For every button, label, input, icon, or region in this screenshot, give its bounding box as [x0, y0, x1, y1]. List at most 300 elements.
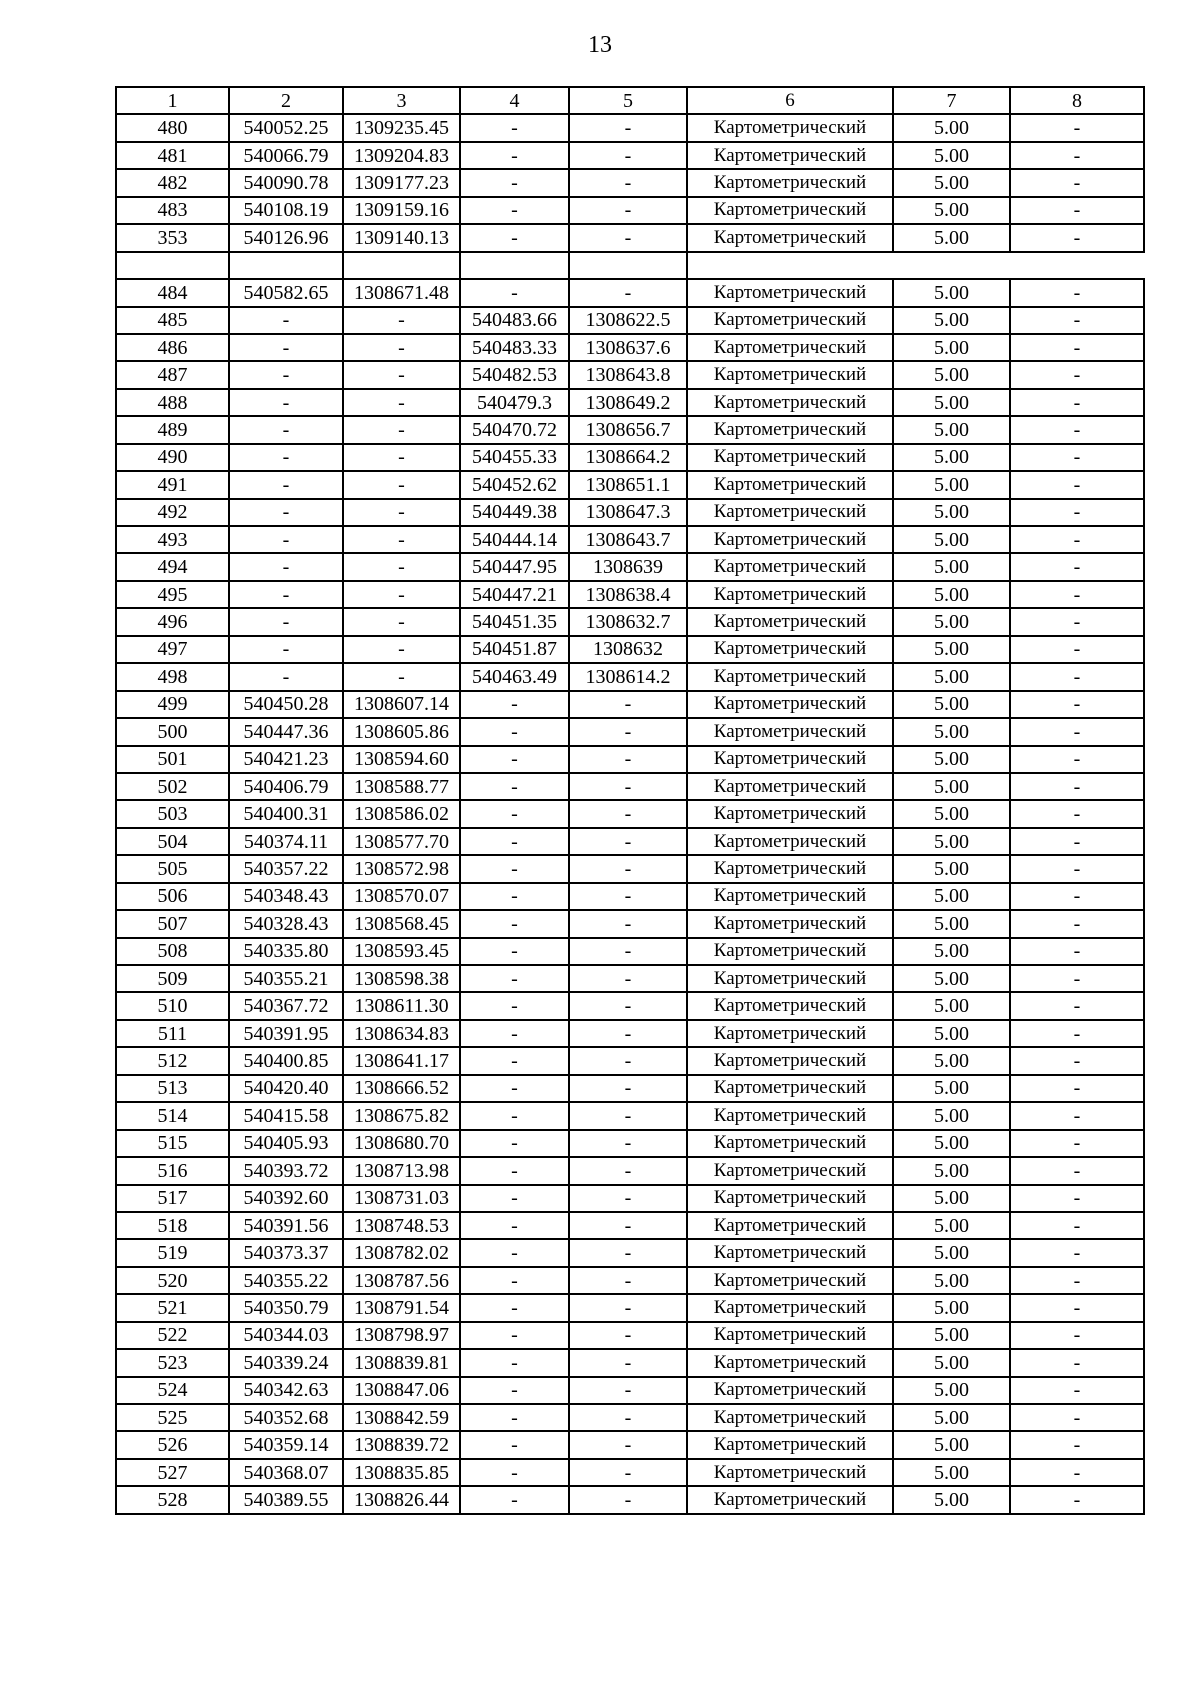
accuracy-cell: 5.00 — [893, 1130, 1010, 1157]
point-number-cell: 501 — [116, 746, 229, 773]
accuracy-cell: 5.00 — [893, 938, 1010, 965]
accuracy-cell: 5.00 — [893, 636, 1010, 663]
table-row — [116, 800, 1144, 827]
description-cell: - — [1010, 1239, 1144, 1266]
y-existing-cell: 1308826.44 — [343, 1486, 460, 1513]
method-cell: Картометрический — [687, 224, 893, 251]
column-header-cell: 7 — [893, 87, 1010, 114]
method-cell: Картометрический — [687, 526, 893, 553]
x-existing-cell: 540400.85 — [229, 1047, 343, 1074]
description-cell: - — [1010, 553, 1144, 580]
y-existing-cell: 1308835.85 — [343, 1459, 460, 1486]
accuracy-cell: 5.00 — [893, 718, 1010, 745]
x-new-cell: - — [460, 1212, 569, 1239]
x-existing-cell: 540368.07 — [229, 1459, 343, 1486]
x-existing-cell: - — [229, 361, 343, 388]
y-new-cell: - — [569, 1377, 687, 1404]
point-number-cell: 506 — [116, 883, 229, 910]
x-existing-cell: 540447.36 — [229, 718, 343, 745]
method-cell: Картометрический — [687, 746, 893, 773]
x-new-cell: - — [460, 197, 569, 224]
point-number-cell: 496 — [116, 608, 229, 635]
y-new-cell: - — [569, 1075, 687, 1102]
y-existing-cell: 1308588.77 — [343, 773, 460, 800]
x-existing-cell: 540348.43 — [229, 883, 343, 910]
y-existing-cell: - — [343, 581, 460, 608]
table-row — [116, 1294, 1144, 1321]
method-cell: Картометрический — [687, 663, 893, 690]
point-number-cell: 511 — [116, 1020, 229, 1047]
empty-cell — [116, 252, 229, 279]
point-number-cell: 520 — [116, 1267, 229, 1294]
table-row — [116, 718, 1144, 745]
y-new-cell: - — [569, 1486, 687, 1513]
accuracy-cell: 5.00 — [893, 553, 1010, 580]
point-number-cell: 487 — [116, 361, 229, 388]
x-new-cell: 540451.87 — [460, 636, 569, 663]
y-new-cell: - — [569, 1459, 687, 1486]
description-cell: - — [1010, 1377, 1144, 1404]
accuracy-cell: 5.00 — [893, 581, 1010, 608]
table-body — [116, 87, 1144, 1514]
header-row — [116, 87, 1144, 114]
table-row — [116, 608, 1144, 635]
y-existing-cell: 1308577.70 — [343, 828, 460, 855]
description-cell: - — [1010, 1459, 1144, 1486]
method-cell: Картометрический — [687, 1294, 893, 1321]
accuracy-cell: 5.00 — [893, 883, 1010, 910]
point-number-cell: 489 — [116, 416, 229, 443]
method-cell: Картометрический — [687, 965, 893, 992]
table-row — [116, 1486, 1144, 1513]
point-number-cell: 516 — [116, 1157, 229, 1184]
method-cell: Картометрический — [687, 1075, 893, 1102]
x-existing-cell: 540420.40 — [229, 1075, 343, 1102]
table-row — [116, 307, 1144, 334]
description-cell: - — [1010, 828, 1144, 855]
table-row — [116, 1212, 1144, 1239]
x-new-cell: - — [460, 965, 569, 992]
y-existing-cell: 1308572.98 — [343, 855, 460, 882]
x-new-cell: - — [460, 883, 569, 910]
table-row — [116, 389, 1144, 416]
x-existing-cell: 540126.96 — [229, 224, 343, 251]
accuracy-cell: 5.00 — [893, 1075, 1010, 1102]
y-new-cell: 1308632 — [569, 636, 687, 663]
method-cell: Картометрический — [687, 1185, 893, 1212]
x-new-cell: - — [460, 1431, 569, 1458]
description-cell: - — [1010, 581, 1144, 608]
y-new-cell: - — [569, 1239, 687, 1266]
x-existing-cell: 540357.22 — [229, 855, 343, 882]
accuracy-cell: 5.00 — [893, 992, 1010, 1019]
y-new-cell: - — [569, 1102, 687, 1129]
x-new-cell: 540452.62 — [460, 471, 569, 498]
method-cell: Картометрический — [687, 169, 893, 196]
y-existing-cell: 1308839.81 — [343, 1349, 460, 1376]
point-number-cell: 484 — [116, 279, 229, 306]
x-existing-cell: - — [229, 499, 343, 526]
y-existing-cell: 1309177.23 — [343, 169, 460, 196]
description-cell: - — [1010, 361, 1144, 388]
point-number-cell: 509 — [116, 965, 229, 992]
x-new-cell: - — [460, 938, 569, 965]
y-new-cell: - — [569, 992, 687, 1019]
y-new-cell: 1308649.2 — [569, 389, 687, 416]
method-cell: Картометрический — [687, 444, 893, 471]
x-new-cell: 540444.14 — [460, 526, 569, 553]
table-row — [116, 1020, 1144, 1047]
table-row — [116, 1075, 1144, 1102]
description-cell: - — [1010, 1047, 1144, 1074]
y-existing-cell: - — [343, 526, 460, 553]
method-cell: Картометрический — [687, 1047, 893, 1074]
point-number-cell: 499 — [116, 691, 229, 718]
table-row — [116, 746, 1144, 773]
point-number-cell: 498 — [116, 663, 229, 690]
accuracy-cell: 5.00 — [893, 1185, 1010, 1212]
method-cell: Картометрический — [687, 718, 893, 745]
accuracy-cell: 5.00 — [893, 1267, 1010, 1294]
x-existing-cell: 540373.37 — [229, 1239, 343, 1266]
accuracy-cell: 5.00 — [893, 307, 1010, 334]
table-row — [116, 114, 1144, 141]
point-number-cell: 491 — [116, 471, 229, 498]
accuracy-cell: 5.00 — [893, 1377, 1010, 1404]
table-row — [116, 828, 1144, 855]
x-existing-cell: 540359.14 — [229, 1431, 343, 1458]
x-existing-cell: 540393.72 — [229, 1157, 343, 1184]
description-cell: - — [1010, 307, 1144, 334]
table-row — [116, 1239, 1144, 1266]
description-cell: - — [1010, 910, 1144, 937]
x-existing-cell: 540374.11 — [229, 828, 343, 855]
description-cell: - — [1010, 279, 1144, 306]
accuracy-cell: 5.00 — [893, 965, 1010, 992]
accuracy-cell: 5.00 — [893, 1157, 1010, 1184]
x-existing-cell: - — [229, 581, 343, 608]
point-number-cell: 510 — [116, 992, 229, 1019]
accuracy-cell: 5.00 — [893, 773, 1010, 800]
table-row — [116, 1377, 1144, 1404]
accuracy-cell: 5.00 — [893, 1294, 1010, 1321]
x-new-cell: - — [460, 1020, 569, 1047]
table-row — [116, 553, 1144, 580]
x-existing-cell: 540389.55 — [229, 1486, 343, 1513]
table-row — [116, 361, 1144, 388]
table-row — [116, 691, 1144, 718]
accuracy-cell: 5.00 — [893, 855, 1010, 882]
accuracy-cell: 5.00 — [893, 142, 1010, 169]
y-existing-cell: - — [343, 416, 460, 443]
table-row — [116, 1267, 1144, 1294]
x-new-cell: 540483.33 — [460, 334, 569, 361]
x-new-cell: - — [460, 1047, 569, 1074]
accuracy-cell: 5.00 — [893, 1047, 1010, 1074]
description-cell: - — [1010, 608, 1144, 635]
y-existing-cell: - — [343, 471, 460, 498]
table-row — [116, 1322, 1144, 1349]
accuracy-cell: 5.00 — [893, 800, 1010, 827]
column-header-cell: 4 — [460, 87, 569, 114]
empty-cell — [460, 252, 569, 279]
y-new-cell: - — [569, 1294, 687, 1321]
y-existing-cell: 1308570.07 — [343, 883, 460, 910]
description-cell: - — [1010, 1486, 1144, 1513]
point-number-cell: 493 — [116, 526, 229, 553]
point-number-cell: 495 — [116, 581, 229, 608]
point-number-cell: 490 — [116, 444, 229, 471]
method-cell: Картометрический — [687, 334, 893, 361]
y-new-cell: - — [569, 1157, 687, 1184]
table-row — [116, 1102, 1144, 1129]
y-existing-cell: 1308598.38 — [343, 965, 460, 992]
point-number-cell: 512 — [116, 1047, 229, 1074]
x-existing-cell: 540392.60 — [229, 1185, 343, 1212]
y-existing-cell: 1308748.53 — [343, 1212, 460, 1239]
method-cell: Картометрический — [687, 1267, 893, 1294]
x-new-cell: - — [460, 1130, 569, 1157]
x-existing-cell: 540108.19 — [229, 197, 343, 224]
y-existing-cell: 1308713.98 — [343, 1157, 460, 1184]
description-cell: - — [1010, 855, 1144, 882]
x-existing-cell: 540344.03 — [229, 1322, 343, 1349]
y-existing-cell: 1308586.02 — [343, 800, 460, 827]
point-number-cell: 519 — [116, 1239, 229, 1266]
y-new-cell: 1308638.4 — [569, 581, 687, 608]
x-existing-cell: 540421.23 — [229, 746, 343, 773]
description-cell: - — [1010, 1075, 1144, 1102]
accuracy-cell: 5.00 — [893, 663, 1010, 690]
method-cell: Картометрический — [687, 416, 893, 443]
coordinates-table — [115, 86, 1145, 1515]
y-new-cell: 1308637.6 — [569, 334, 687, 361]
y-existing-cell: 1308593.45 — [343, 938, 460, 965]
y-new-cell: - — [569, 800, 687, 827]
point-number-cell: 505 — [116, 855, 229, 882]
table-row — [116, 526, 1144, 553]
point-number-cell: 507 — [116, 910, 229, 937]
y-new-cell: - — [569, 855, 687, 882]
x-new-cell: 540482.53 — [460, 361, 569, 388]
point-number-cell: 504 — [116, 828, 229, 855]
point-number-cell: 488 — [116, 389, 229, 416]
accuracy-cell: 5.00 — [893, 114, 1010, 141]
description-cell: - — [1010, 169, 1144, 196]
point-number-cell: 513 — [116, 1075, 229, 1102]
table-row — [116, 1431, 1144, 1458]
description-cell: - — [1010, 471, 1144, 498]
y-existing-cell: 1309140.13 — [343, 224, 460, 251]
point-number-cell: 515 — [116, 1130, 229, 1157]
y-existing-cell: 1308594.60 — [343, 746, 460, 773]
point-number-cell: 526 — [116, 1431, 229, 1458]
method-cell: Картометрический — [687, 1404, 893, 1431]
method-cell: Картометрический — [687, 114, 893, 141]
x-new-cell: 540463.49 — [460, 663, 569, 690]
point-number-cell: 517 — [116, 1185, 229, 1212]
description-cell: - — [1010, 142, 1144, 169]
column-header-cell: 1 — [116, 87, 229, 114]
x-existing-cell: 540582.65 — [229, 279, 343, 306]
y-existing-cell: 1308641.17 — [343, 1047, 460, 1074]
method-cell: Картометрический — [687, 1322, 893, 1349]
method-cell: Картометрический — [687, 361, 893, 388]
table-row — [116, 1404, 1144, 1431]
method-cell: Картометрический — [687, 1020, 893, 1047]
x-existing-cell: - — [229, 444, 343, 471]
x-new-cell: 540483.66 — [460, 307, 569, 334]
point-number-cell: 486 — [116, 334, 229, 361]
x-new-cell: - — [460, 746, 569, 773]
method-cell: Картометрический — [687, 800, 893, 827]
point-number-cell: 500 — [116, 718, 229, 745]
method-cell: Картометрический — [687, 1349, 893, 1376]
point-number-cell: 481 — [116, 142, 229, 169]
x-existing-cell: 540335.80 — [229, 938, 343, 965]
y-new-cell: - — [569, 746, 687, 773]
x-new-cell: - — [460, 910, 569, 937]
x-new-cell: - — [460, 1075, 569, 1102]
y-existing-cell: 1308839.72 — [343, 1431, 460, 1458]
accuracy-cell: 5.00 — [893, 279, 1010, 306]
table-row — [116, 169, 1144, 196]
y-new-cell: 1308656.7 — [569, 416, 687, 443]
point-number-cell: 503 — [116, 800, 229, 827]
description-cell: - — [1010, 992, 1144, 1019]
x-existing-cell: 540400.31 — [229, 800, 343, 827]
y-existing-cell: 1308611.30 — [343, 992, 460, 1019]
x-new-cell: 540449.38 — [460, 499, 569, 526]
point-number-cell: 528 — [116, 1486, 229, 1513]
accuracy-cell: 5.00 — [893, 1431, 1010, 1458]
table-row — [116, 1349, 1144, 1376]
description-cell: - — [1010, 718, 1144, 745]
description-cell: - — [1010, 773, 1144, 800]
method-cell: Картометрический — [687, 389, 893, 416]
y-existing-cell: - — [343, 444, 460, 471]
x-existing-cell: - — [229, 416, 343, 443]
y-new-cell: - — [569, 1404, 687, 1431]
accuracy-cell: 5.00 — [893, 1404, 1010, 1431]
x-existing-cell: 540352.68 — [229, 1404, 343, 1431]
description-cell: - — [1010, 334, 1144, 361]
separator-row — [116, 252, 1144, 279]
x-new-cell: 540455.33 — [460, 444, 569, 471]
x-new-cell: - — [460, 1157, 569, 1184]
y-existing-cell: - — [343, 307, 460, 334]
x-existing-cell: - — [229, 636, 343, 663]
method-cell: Картометрический — [687, 142, 893, 169]
empty-cell — [343, 252, 460, 279]
x-new-cell: - — [460, 691, 569, 718]
accuracy-cell: 5.00 — [893, 416, 1010, 443]
method-cell: Картометрический — [687, 553, 893, 580]
y-existing-cell: 1308605.86 — [343, 718, 460, 745]
y-existing-cell: 1308666.52 — [343, 1075, 460, 1102]
y-new-cell: 1308664.2 — [569, 444, 687, 471]
x-new-cell: - — [460, 855, 569, 882]
y-existing-cell: 1308671.48 — [343, 279, 460, 306]
y-new-cell: - — [569, 718, 687, 745]
y-new-cell: - — [569, 1322, 687, 1349]
column-header-cell: 5 — [569, 87, 687, 114]
method-cell: Картометрический — [687, 608, 893, 635]
method-cell: Картометрический — [687, 992, 893, 1019]
accuracy-cell: 5.00 — [893, 1322, 1010, 1349]
y-new-cell: 1308622.5 — [569, 307, 687, 334]
y-new-cell: - — [569, 1212, 687, 1239]
description-cell: - — [1010, 1130, 1144, 1157]
method-cell: Картометрический — [687, 1459, 893, 1486]
table-row — [116, 471, 1144, 498]
x-new-cell: - — [460, 773, 569, 800]
table-row — [116, 444, 1144, 471]
y-existing-cell: 1308675.82 — [343, 1102, 460, 1129]
y-new-cell: 1308643.7 — [569, 526, 687, 553]
method-cell: Картометрический — [687, 1102, 893, 1129]
y-existing-cell: 1308568.45 — [343, 910, 460, 937]
x-existing-cell: - — [229, 663, 343, 690]
y-existing-cell: 1309159.16 — [343, 197, 460, 224]
y-new-cell: - — [569, 197, 687, 224]
y-new-cell: - — [569, 1185, 687, 1212]
description-cell: - — [1010, 1322, 1144, 1349]
y-existing-cell: - — [343, 553, 460, 580]
y-new-cell: - — [569, 1047, 687, 1074]
y-existing-cell: 1308847.06 — [343, 1377, 460, 1404]
y-existing-cell: 1308842.59 — [343, 1404, 460, 1431]
method-cell: Картометрический — [687, 1377, 893, 1404]
x-new-cell: - — [460, 1486, 569, 1513]
table-row — [116, 197, 1144, 224]
x-new-cell: - — [460, 1349, 569, 1376]
point-number-cell: 482 — [116, 169, 229, 196]
y-new-cell: 1308639 — [569, 553, 687, 580]
x-existing-cell: 540090.78 — [229, 169, 343, 196]
y-existing-cell: 1308607.14 — [343, 691, 460, 718]
x-new-cell: - — [460, 1267, 569, 1294]
description-cell: - — [1010, 938, 1144, 965]
accuracy-cell: 5.00 — [893, 1486, 1010, 1513]
page-number: 13 — [588, 32, 612, 58]
x-new-cell: 540470.72 — [460, 416, 569, 443]
x-existing-cell: 540391.95 — [229, 1020, 343, 1047]
description-cell: - — [1010, 1185, 1144, 1212]
x-new-cell: - — [460, 1377, 569, 1404]
x-existing-cell: 540450.28 — [229, 691, 343, 718]
method-cell: Картометрический — [687, 855, 893, 882]
x-existing-cell: 540405.93 — [229, 1130, 343, 1157]
x-new-cell: - — [460, 224, 569, 251]
x-existing-cell: - — [229, 334, 343, 361]
method-cell: Картометрический — [687, 773, 893, 800]
y-existing-cell: 1308791.54 — [343, 1294, 460, 1321]
table-row — [116, 910, 1144, 937]
table-row — [116, 992, 1144, 1019]
table-row — [116, 581, 1144, 608]
description-cell: - — [1010, 389, 1144, 416]
table-row — [116, 1459, 1144, 1486]
accuracy-cell: 5.00 — [893, 608, 1010, 635]
description-cell: - — [1010, 746, 1144, 773]
x-new-cell: - — [460, 718, 569, 745]
method-cell: Картометрический — [687, 828, 893, 855]
empty-cell — [687, 252, 1144, 279]
x-new-cell: 540447.21 — [460, 581, 569, 608]
table-row — [116, 142, 1144, 169]
x-existing-cell: 540367.72 — [229, 992, 343, 1019]
